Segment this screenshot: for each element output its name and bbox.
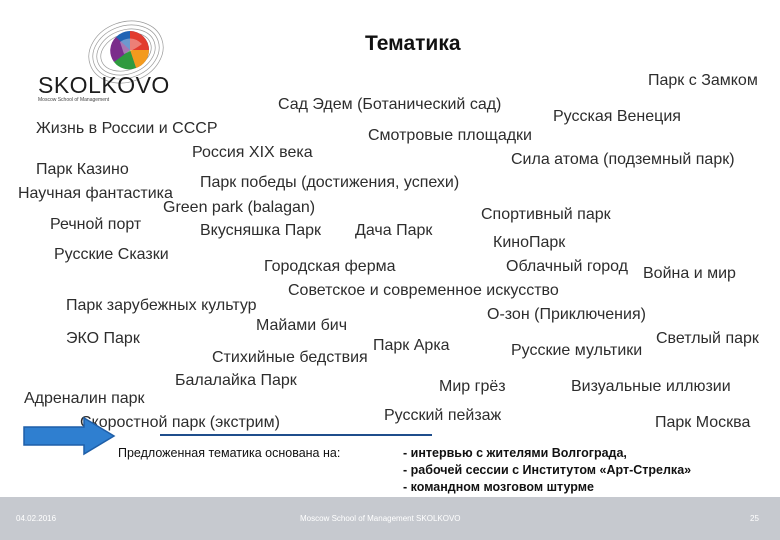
divider-line (160, 434, 432, 436)
topic-item: Россия XIX века (192, 144, 313, 161)
topic-item: Смотровые площадки (368, 127, 532, 144)
page-number: 25 (750, 514, 759, 523)
footer-bar (0, 497, 780, 540)
source-item: - интервью с жителями Волгограда, (403, 446, 627, 460)
topic-item: Светлый парк (656, 330, 759, 347)
topic-item: Парк Москва (655, 414, 751, 431)
source-item: - командном мозговом штурме (403, 480, 594, 494)
topic-item: Война и мир (643, 265, 736, 282)
topic-item: Парк с Замком (648, 72, 758, 89)
source-item: - рабочей сессии с Институтом «Арт-Стрелка» (403, 463, 692, 477)
topic-item: Научная фантастика (18, 185, 173, 202)
topic-item: Речной порт (50, 216, 142, 233)
topic-item: Облачный город (506, 258, 628, 275)
topic-item: Городская ферма (264, 258, 396, 275)
topic-item: Парк зарубежных культур (66, 297, 257, 314)
topic-item: Сила атома (подземный парк) (511, 151, 735, 168)
footer-date: 04.02.2016 (16, 514, 57, 523)
topic-item: Визуальные иллюзии (571, 378, 731, 395)
topic-item: Green park (balagan) (163, 199, 316, 216)
topic-item: Адреналин парк (24, 390, 145, 407)
topic-item: Дача Парк (355, 222, 433, 239)
topic-item: О-зон (Приключения) (487, 306, 646, 323)
logo-wordmark: SKOLKOVO (38, 72, 170, 98)
topic-item: Спортивный парк (481, 206, 611, 223)
topic-item: Русские мультики (511, 342, 643, 359)
topic-item: Русские Сказки (54, 246, 169, 263)
topic-item: Советское и современное искусство (288, 282, 559, 299)
topic-item: ЭКО Парк (66, 330, 140, 347)
basis-label: Предложенная тематика основана на: (118, 446, 341, 460)
topic-item: Парк Арка (373, 337, 450, 354)
topic-item: Сад Эдем (Ботанический сад) (278, 96, 502, 113)
topic-item: Стихийные бедствия (212, 349, 368, 366)
topic-item: Русская Венеция (553, 108, 681, 125)
logo-subtitle: Moscow School of Management (38, 97, 110, 103)
topic-item: Вкусняшка Парк (200, 222, 321, 239)
page-title: Тематика (365, 32, 461, 55)
topic-item: Балалайка Парк (175, 372, 297, 389)
topic-item: Русский пейзаж (384, 407, 502, 424)
skolkovo-logo (36, 20, 170, 104)
topic-item: Парк Казино (36, 161, 129, 178)
topic-item: КиноПарк (493, 234, 566, 251)
arrow-right-icon (22, 416, 118, 456)
topic-item: Скоростной парк (экстрим) (80, 414, 280, 431)
topic-item: Мир грёз (439, 378, 506, 395)
topic-item: Майами бич (256, 317, 348, 334)
topic-item: Парк победы (достижения, успехи) (200, 174, 460, 191)
topic-item: Жизнь в России и СССР (36, 120, 218, 137)
footer-organization: Moscow School of Management SKOLKOVO (300, 514, 461, 523)
